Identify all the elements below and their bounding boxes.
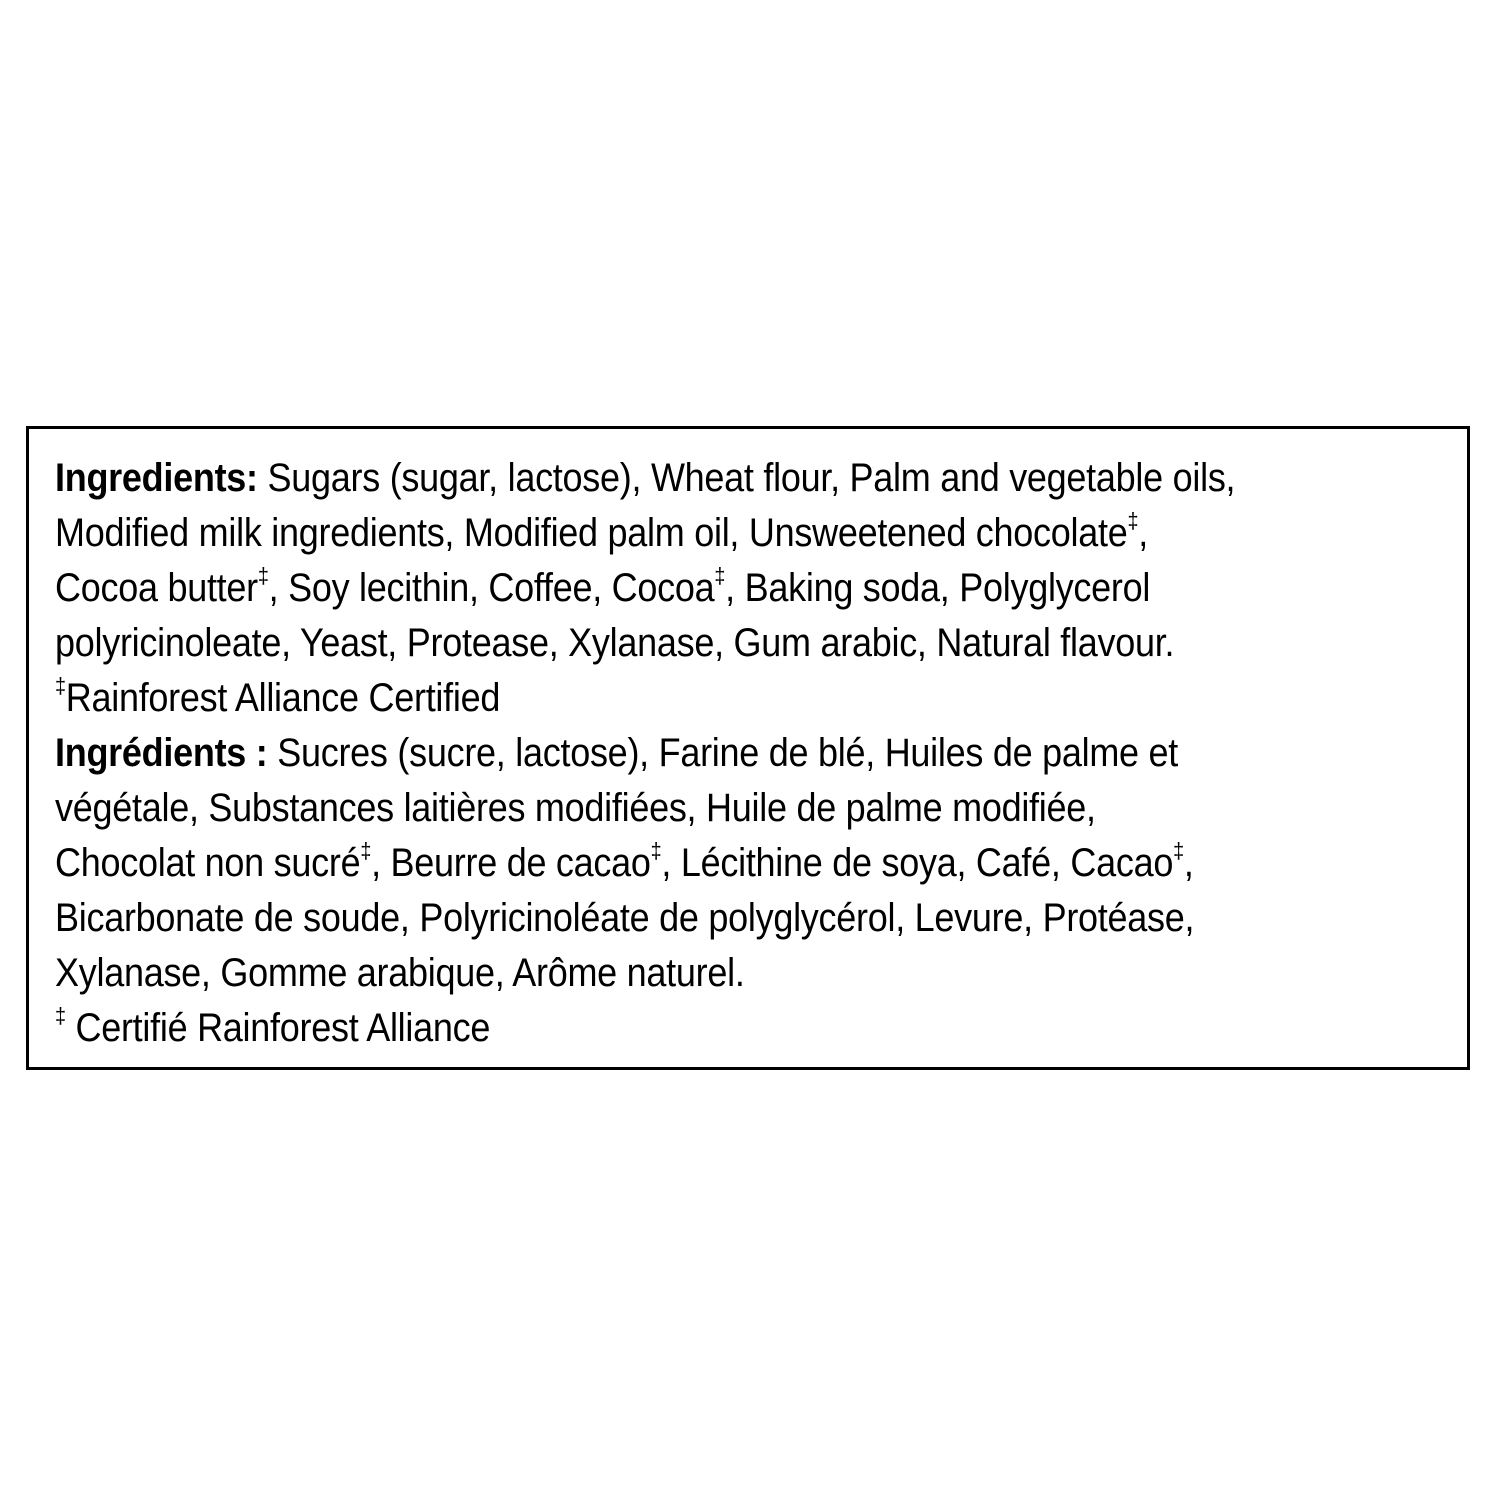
- french-text: Sucres (sucre, lactose), Farine de blé, Huiles de palme et: [267, 731, 1179, 775]
- english-heading: Ingredients:: [55, 456, 258, 500]
- french-line-4: [55, 891, 1326, 946]
- french-text: Bicarbonate de soude, Polyricinoléate de polyglycérol, Levure, Protéase,: [55, 896, 1195, 940]
- english-line-4: [55, 616, 1326, 671]
- french-text: Chocolat non sucré: [55, 841, 361, 885]
- dagger-mark: ‡: [1173, 837, 1184, 863]
- english-text: , Baking soda, Polyglycerol: [725, 566, 1151, 610]
- french-text: ,: [1183, 841, 1194, 885]
- english-line-1: [55, 451, 1326, 506]
- french-certification: [55, 1001, 1326, 1056]
- english-certification-text: Rainforest Alliance Certified: [65, 676, 501, 720]
- french-line-2: [55, 781, 1326, 836]
- french-line-1: [55, 726, 1326, 781]
- english-certification: [55, 671, 1326, 726]
- french-text: , Lécithine de soya, Café, Cacao: [661, 841, 1174, 885]
- dagger-mark: ‡: [55, 1002, 66, 1028]
- english-line-2: [55, 506, 1326, 561]
- dagger-mark: ‡: [650, 837, 662, 863]
- english-text: Modified milk ingredients, Modified palm oil, Unsweetened chocolate: [55, 511, 1128, 555]
- ingredients-panel: [26, 426, 1470, 1070]
- french-text: , Beurre de cacao: [371, 841, 651, 885]
- dagger-mark: ‡: [55, 672, 66, 698]
- english-line-3: [55, 561, 1326, 616]
- english-text: , Soy lecithin, Coffee, Cocoa: [268, 566, 715, 610]
- french-heading: Ingrédients :: [55, 731, 268, 775]
- french-line-3: [55, 836, 1326, 891]
- english-text: Cocoa butter: [55, 566, 258, 610]
- french-text: végétale, Substances laitières modifiées, Huile de palme modifiée,: [55, 786, 1096, 830]
- dagger-mark: ‡: [360, 837, 372, 863]
- french-line-5: [55, 946, 1326, 1001]
- english-text: Sugars (sugar, lactose), Wheat flour, Palm and vegetable oils,: [257, 456, 1236, 500]
- dagger-mark: ‡: [1127, 507, 1139, 533]
- dagger-mark: ‡: [257, 562, 269, 588]
- dagger-mark: ‡: [714, 562, 726, 588]
- english-text: polyricinoleate, Yeast, Protease, Xylanase, Gum arabic, Natural flavour.: [55, 621, 1175, 665]
- french-text: Xylanase, Gomme arabique, Arôme naturel.: [55, 951, 745, 995]
- english-text: ,: [1138, 511, 1148, 555]
- french-certification-text: Certifié Rainforest Alliance: [65, 1006, 491, 1050]
